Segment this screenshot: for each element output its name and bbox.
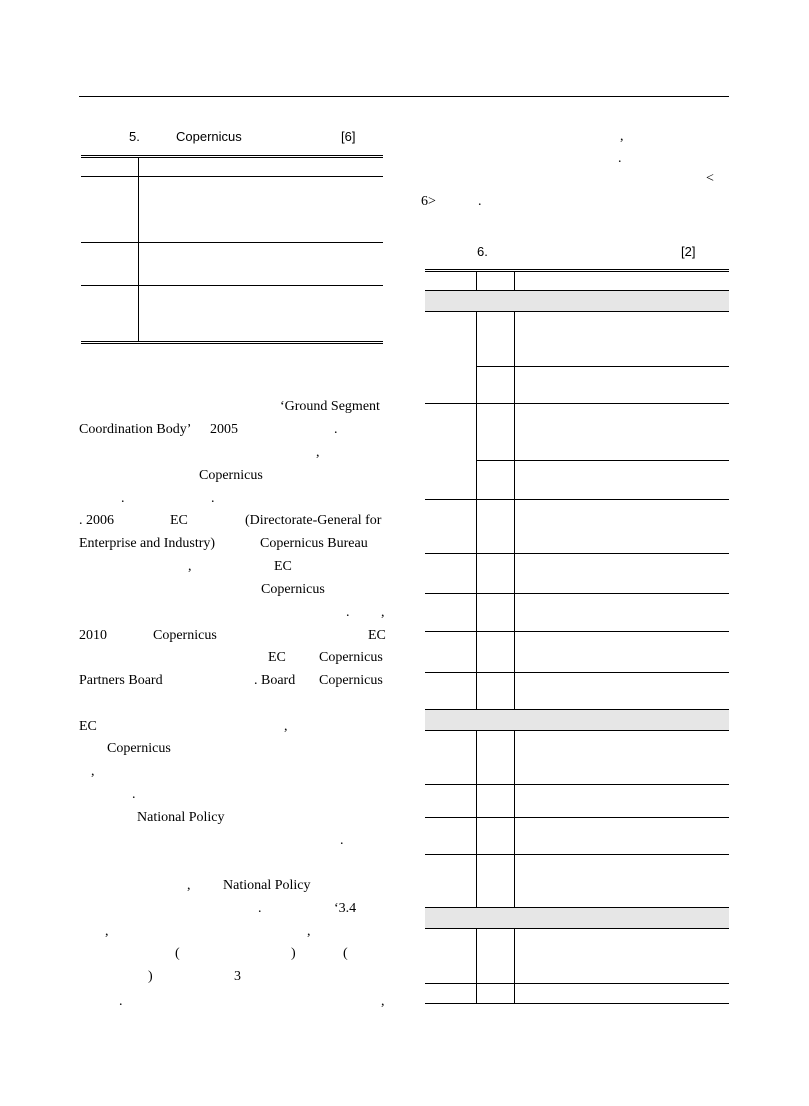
table5-bottom-rule [81,341,383,342]
table5-row-rule [81,242,383,243]
table6-col-divider [476,271,477,291]
left-line-19: . [340,833,344,848]
table6-row-rule [425,593,729,594]
table6-section-band [425,291,729,311]
right-line-1: , [620,129,624,144]
table5-bottom-rule-2 [81,343,383,344]
right-line-3: < [706,171,714,186]
left-line-4: Copernicus [199,468,263,483]
table6-row-rule [425,553,729,554]
table6-section-band [425,908,729,928]
table6-col-divider [514,271,515,291]
table6-number: 6. [477,244,488,259]
table5-caption [79,129,387,147]
table5-number: 5. [129,129,140,144]
table6-col-divider [476,311,477,709]
table6-col-divider [514,311,515,709]
table6-section-rule [425,730,729,731]
left-line-9: Copernicus [261,582,325,597]
table6-section-rule [425,311,729,312]
table6-col-divider [514,928,515,1003]
left-line-16: , [91,764,95,779]
right-line-4: 6> [421,194,436,209]
table5-row-rule [81,285,383,286]
table6-row-rule [425,854,729,855]
table6-row-rule [425,983,729,984]
table5-top-rule [81,155,383,156]
table6-caption [425,244,729,262]
table6-row-rule [425,817,729,818]
header-rule [79,96,729,97]
right-line-5: . [478,194,482,209]
table6-top-rule-2 [425,271,729,272]
left-line-15: Copernicus [107,741,171,756]
table6-bottom-rule [425,1003,729,1004]
table5-header-rule [81,176,383,177]
table6-row-rule [425,784,729,785]
table5-ref: [6] [341,129,356,144]
table6-col-divider [476,928,477,1003]
table6-section-band [425,710,729,730]
table6-row-rule [425,499,729,500]
left-line-17: . [132,787,136,802]
table6-top-rule [425,269,729,270]
table6-ref: [2] [681,244,696,259]
table6-row-rule [425,403,729,404]
left-line-18: National Policy [137,810,225,825]
right-line-2: . [618,151,622,166]
table6-row-rule [425,631,729,632]
table6-row-rule [425,672,729,673]
table5-top-rule-2 [81,157,383,158]
table6-section-rule [425,928,729,929]
left-line-3: , [316,445,320,460]
left-line-1: ‘Ground Segment [280,399,380,414]
table5-col-divider [138,157,139,342]
table5-title: Copernicus [176,129,242,144]
table6-col-divider [514,730,515,907]
table6-col-divider [476,730,477,907]
